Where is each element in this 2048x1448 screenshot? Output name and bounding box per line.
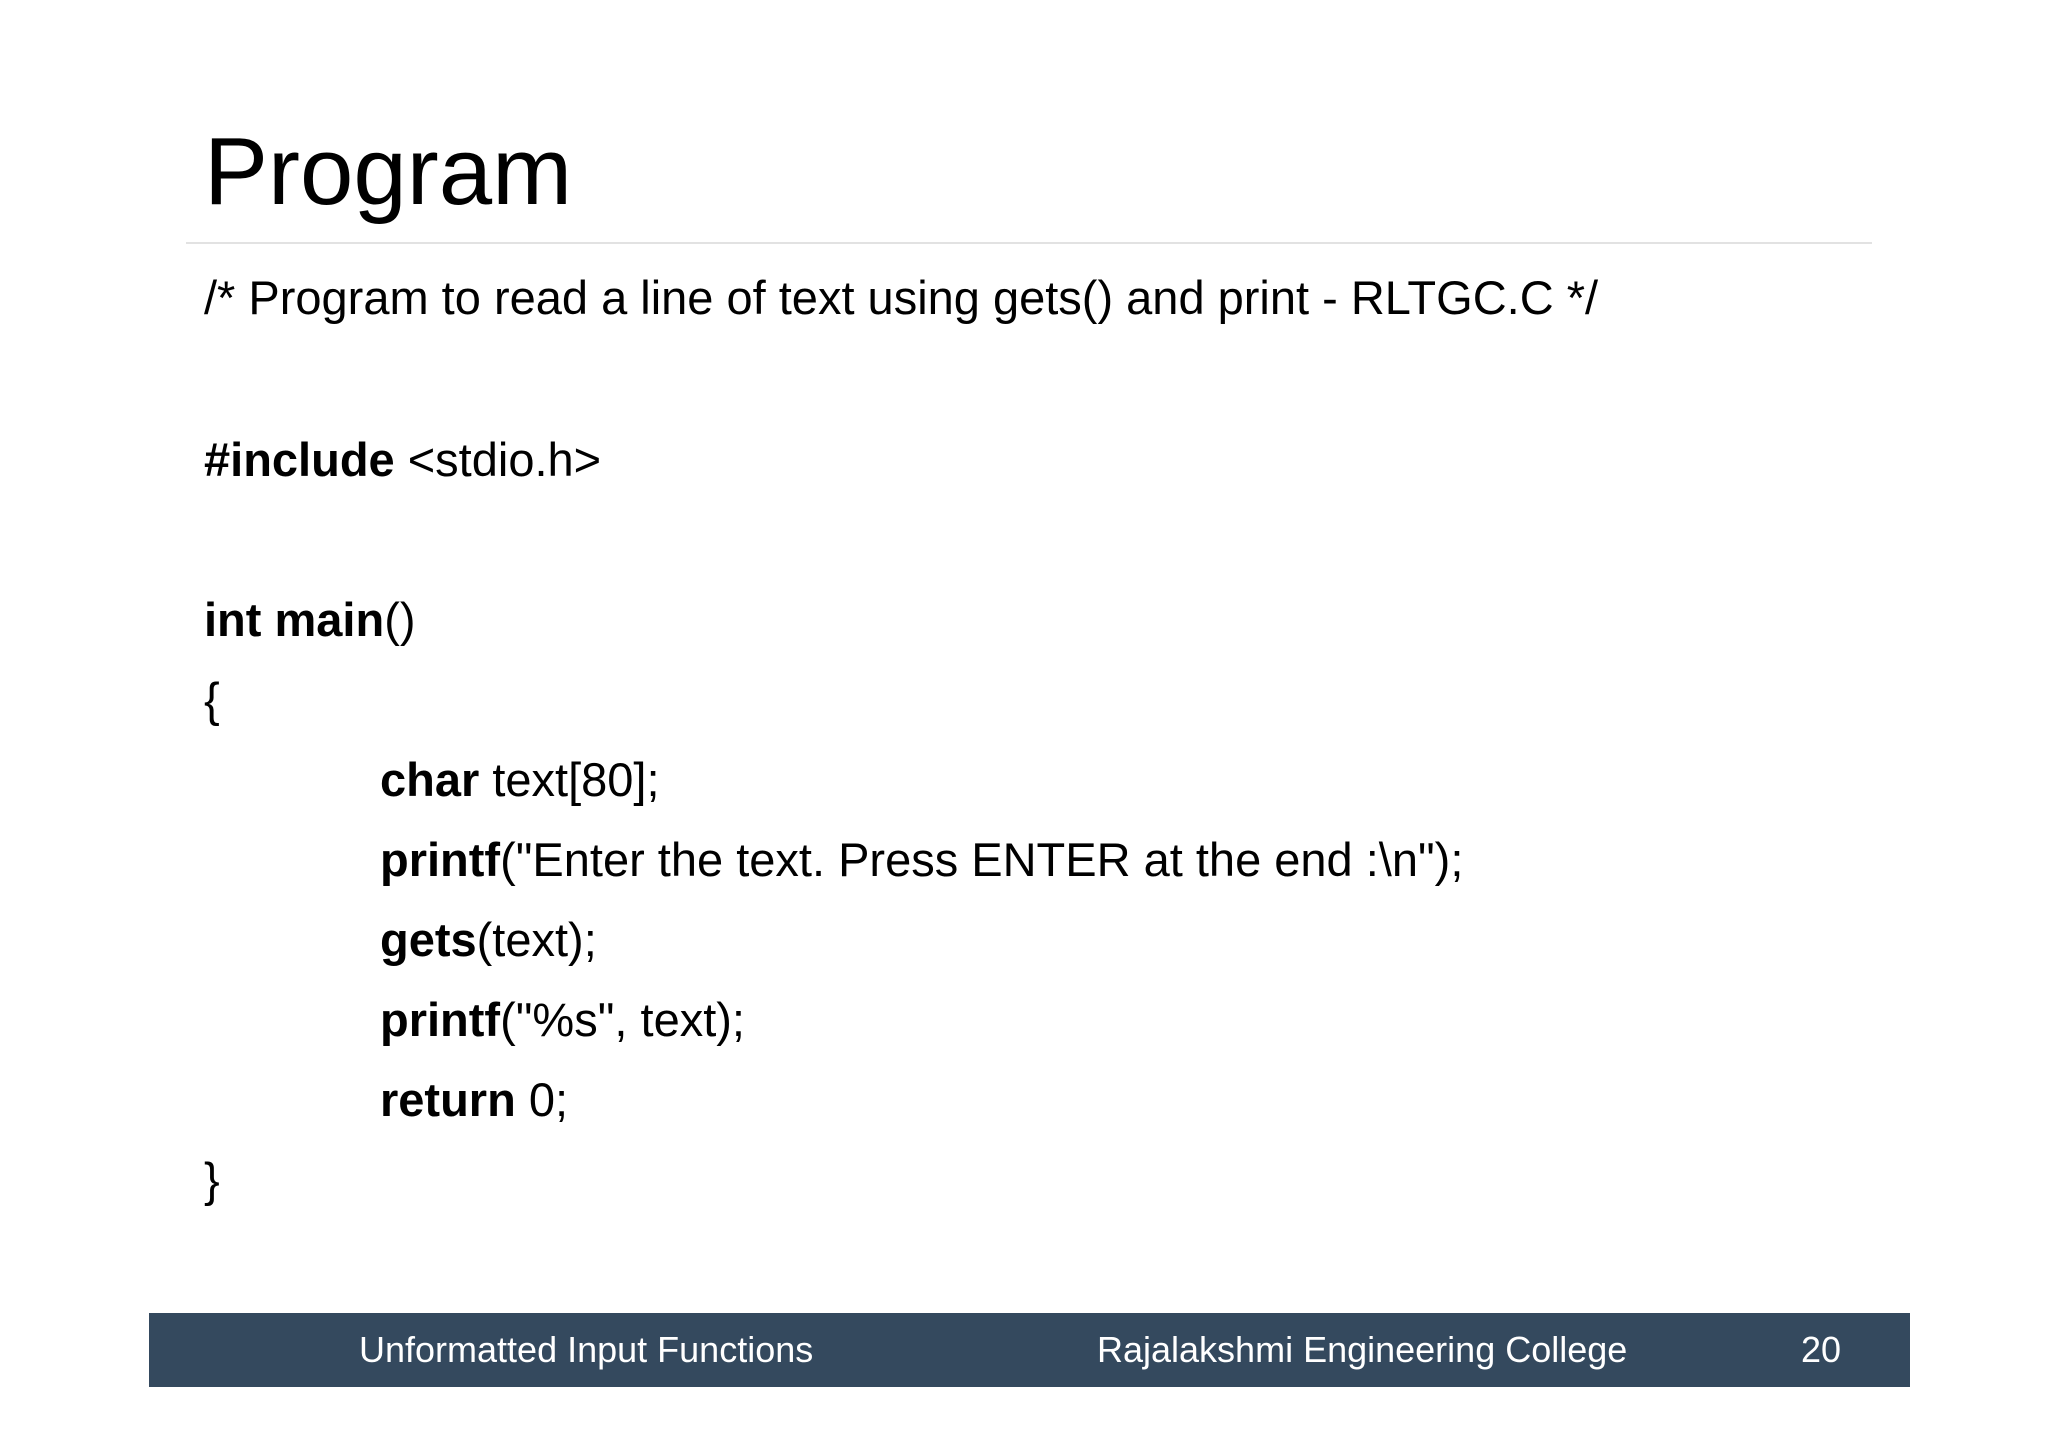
body-keyword: return <box>380 1073 516 1126</box>
code-body-line <box>380 1070 568 1130</box>
code-body-line <box>380 990 745 1050</box>
code-body-line <box>380 750 660 810</box>
body-rest: text[80]; <box>479 753 660 806</box>
code-body-line <box>380 910 597 970</box>
title-divider <box>186 242 1872 244</box>
code-comment: /* Program to read a line of text using gets() and print - RLTGC.C */ <box>204 271 1599 324</box>
body-rest: ("Enter the text. Press ENTER at the end :\n"); <box>500 833 1464 886</box>
body-keyword: gets <box>380 913 477 966</box>
include-header: <stdio.h> <box>394 433 602 486</box>
code-main-line <box>204 590 416 650</box>
body-keyword: char <box>380 753 480 806</box>
body-rest: ("%s", text); <box>500 993 745 1046</box>
code-close-brace: } <box>204 1153 220 1206</box>
code-open-brace: { <box>204 673 220 726</box>
footer-topic: Unformatted Input Functions <box>359 1329 814 1370</box>
code-body-line <box>380 830 1463 890</box>
footer-page-number: 20 <box>1801 1329 1842 1370</box>
footer-institution: Rajalakshmi Engineering College <box>1097 1329 1628 1370</box>
body-rest: (text); <box>476 913 597 966</box>
body-rest: 0; <box>515 1073 569 1126</box>
code-include-line <box>204 430 601 490</box>
include-keyword: #include <box>204 433 395 486</box>
body-keyword: printf <box>380 993 501 1046</box>
main-parens: () <box>384 593 416 646</box>
main-keyword: int main <box>204 593 385 646</box>
slide-title: Program <box>204 118 573 225</box>
slide-footer <box>149 1313 1910 1387</box>
body-keyword: printf <box>380 833 501 886</box>
